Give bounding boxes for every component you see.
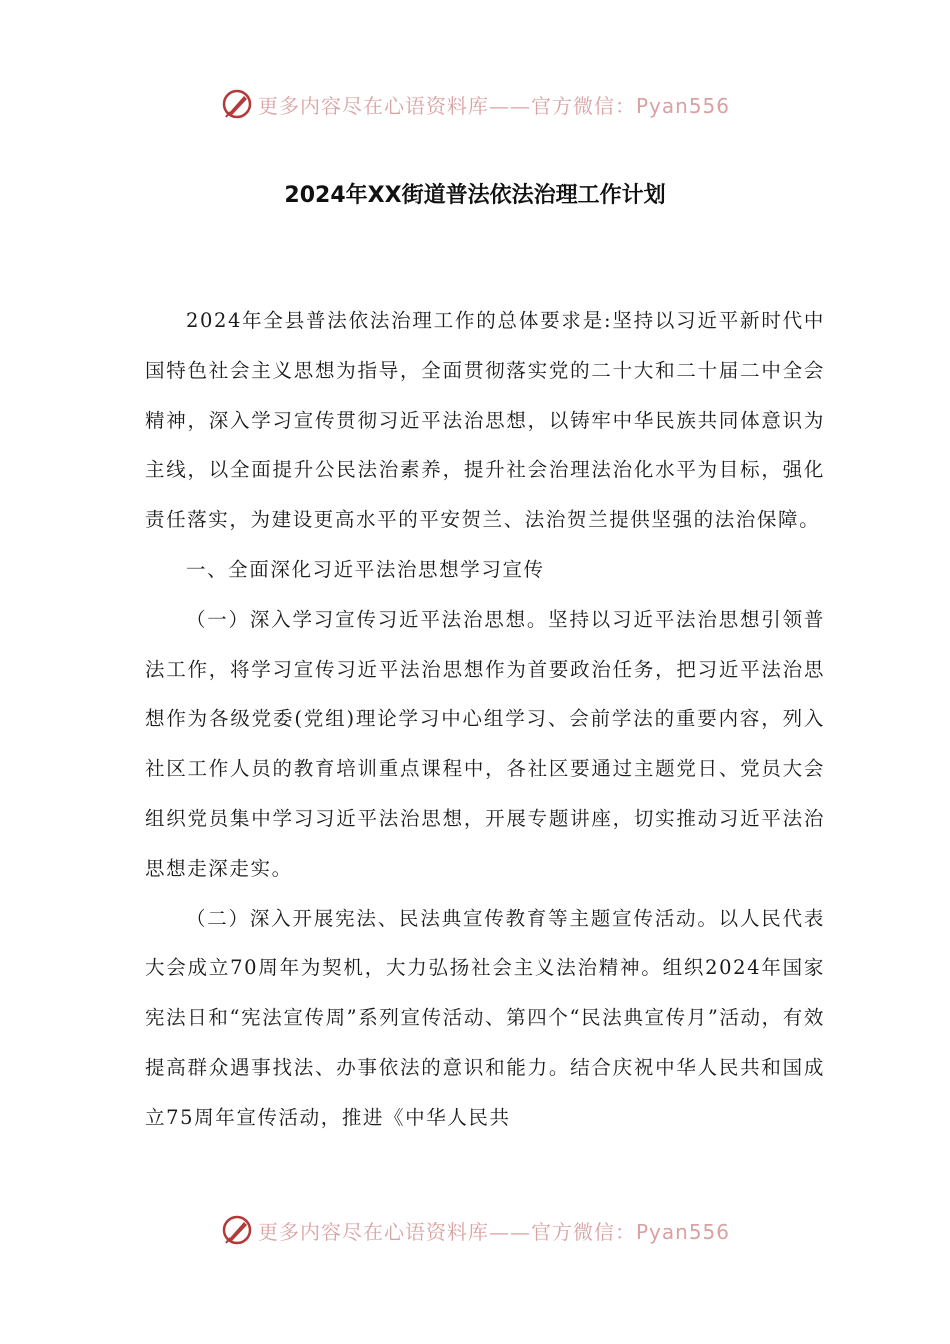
section-heading: 一、全面深化习近平法治思想学习宣传 (185, 557, 545, 581)
watermark-text: 更多内容尽在心语资料库——官方微信：Pyan556 (257, 1219, 730, 1244)
paragraph: （二）深入开展宪法、民法典宣传教育等主题宣传活动。以人民代表大会成立70周年为契机，大力弘扬社会主义法治精神。组织2024年国家宪法日和“宪法宣传周”系列宣传活动、第四个“民法典宣传月”活动，有效提高群众遇事找法、办事依法的意识和能力。结合庆祝中华人民共和国成立75周年宣传活动，推进《中华人民共 (145, 906, 825, 1129)
document-body (145, 296, 825, 1143)
watermark-text: 更多内容尽在心语资料库——官方微信：Pyan556 (257, 93, 730, 118)
pen-logo-icon (220, 1213, 254, 1247)
watermark-banner-bottom (0, 1210, 950, 1250)
paragraph: （一）深入学习宣传习近平法治思想。坚持以习近平法治思想引领普法工作，将学习宣传习近平法治思想作为首要政治任务，把习近平法治思想作为各级党委(党组)理论学习中心组学习、会前学法的重要内容，列入社区工作人员的教育培训重点课程中，各社区要通过主题党日、党员大会组织党员集中学习习近平法治思想，开展专题讲座，切实推动习近平法治思想走深走实。 (145, 607, 825, 880)
watermark-banner-top (0, 84, 950, 124)
pen-logo-icon (220, 87, 254, 121)
document-title: 2024年XX街道普法依法治理工作计划 (284, 183, 666, 208)
paragraph: 2024年全县普法依法治理工作的总体要求是:坚持以习近平新时代中国特色社会主义思想为指导，全面贯彻落实党的二十大和二十届二中全会精神，深入学习宣传贯彻习近平法治思想，以铸牢中华民族共同体意识为主线，以全面提升公民法治素养，提升社会治理法治化水平为目标，强化责任落实，为建设更高水平的平安贺兰、法治贺兰提供坚强的法治保障。 (145, 309, 825, 532)
